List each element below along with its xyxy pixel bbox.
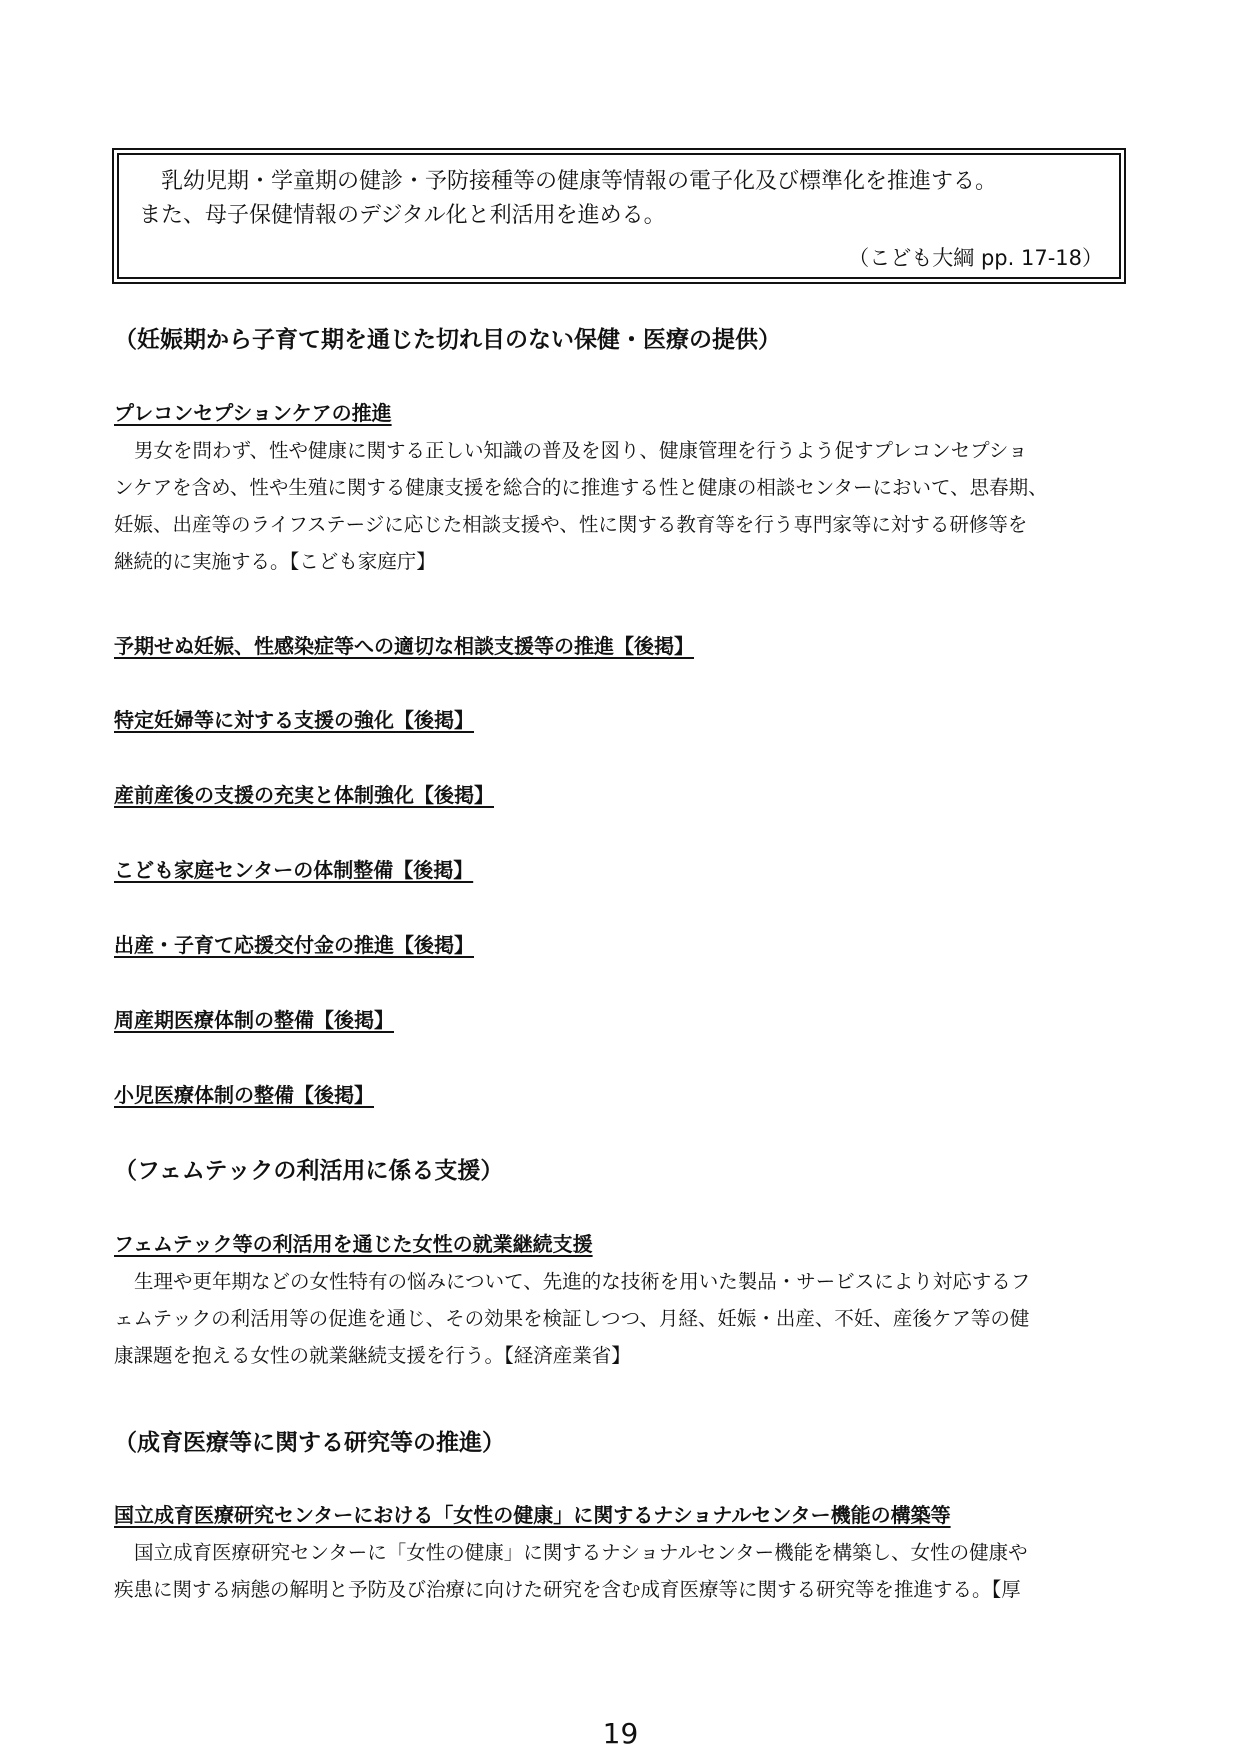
quote-line: 乳幼児期・学童期の健診・予防接種等の健康等情報の電子化及び標準化を推進する。	[161, 169, 998, 194]
item-title: 国立成育医療研究センターにおける「女性の健康」に関するナショナルセンター機能の構築等	[114, 1503, 951, 1527]
section-heading: （フェムテックの利活用に係る支援）	[114, 1158, 504, 1184]
quote-line: また、母子保健情報のデジタル化と利活用を進める。	[139, 203, 666, 228]
item-title: 産前産後の支援の充実と体制強化【後掲】	[114, 783, 494, 807]
paragraph-line: 妊娠、出産等のライフステージに応じた相談支援や、性に関する教育等を行う専門家等に対する研修等を	[114, 513, 1028, 536]
section-heading: （成育医療等に関する研究等の推進）	[114, 1430, 505, 1456]
quote-box	[112, 148, 1126, 284]
item-paragraph	[114, 1534, 1134, 1608]
item-title: プレコンセプションケアの推進	[114, 401, 392, 425]
section-heading: （妊娠期から子育て期を通じた切れ目のない保健・医療の提供）	[114, 327, 781, 353]
paragraph-line: 生理や更年期などの女性特有の悩みについて、先進的な技術を用いた製品・サービスにより対応するフ	[134, 1270, 1031, 1293]
quote-source: （こども大綱 pp. 17-18）	[848, 246, 1103, 270]
item-title: フェムテック等の利活用を通じた女性の就業継続支援	[114, 1232, 593, 1256]
item-title: 小児医療体制の整備【後掲】	[114, 1083, 374, 1107]
paragraph-line: ェムテックの利活用等の促進を通じ、その効果を検証しつつ、月経、妊娠・出産、不妊、産後ケア等の健	[114, 1307, 1030, 1330]
item-title: こども家庭センターの体制整備【後掲】	[114, 858, 474, 882]
paragraph-line: 継続的に実施する。【こども家庭庁】	[114, 550, 436, 573]
paragraph-line: 疾患に関する病態の解明と予防及び治療に向けた研究を含む成育医療等に関する研究等を推進する。【厚	[114, 1578, 1021, 1601]
item-paragraph	[114, 1263, 1134, 1374]
item-title: 周産期医療体制の整備【後掲】	[114, 1008, 394, 1032]
item-paragraph	[114, 432, 1134, 580]
item-title: 出産・子育て応援交付金の推進【後掲】	[114, 933, 474, 957]
paragraph-line: 男女を問わず、性や健康に関する正しい知識の普及を図り、健康管理を行うよう促すプレコンセプショ	[134, 439, 1028, 462]
paragraph-line: ンケアを含め、性や生殖に関する健康支援を総合的に推進する性と健康の相談センターにおいて、思春期、	[114, 476, 1048, 499]
item-title: 特定妊婦等に対する支援の強化【後掲】	[114, 708, 474, 732]
paragraph-line: 国立成育医療研究センターに「女性の健康」に関するナショナルセンター機能を構築し、女性の健康や	[134, 1541, 1028, 1564]
item-title: 予期せぬ妊娠、性感染症等への適切な相談支援等の推進【後掲】	[114, 634, 694, 658]
page-number: 19	[602, 1717, 639, 1750]
paragraph-line: 康課題を抱える女性の就業継続支援を行う。【経済産業省】	[114, 1344, 631, 1367]
